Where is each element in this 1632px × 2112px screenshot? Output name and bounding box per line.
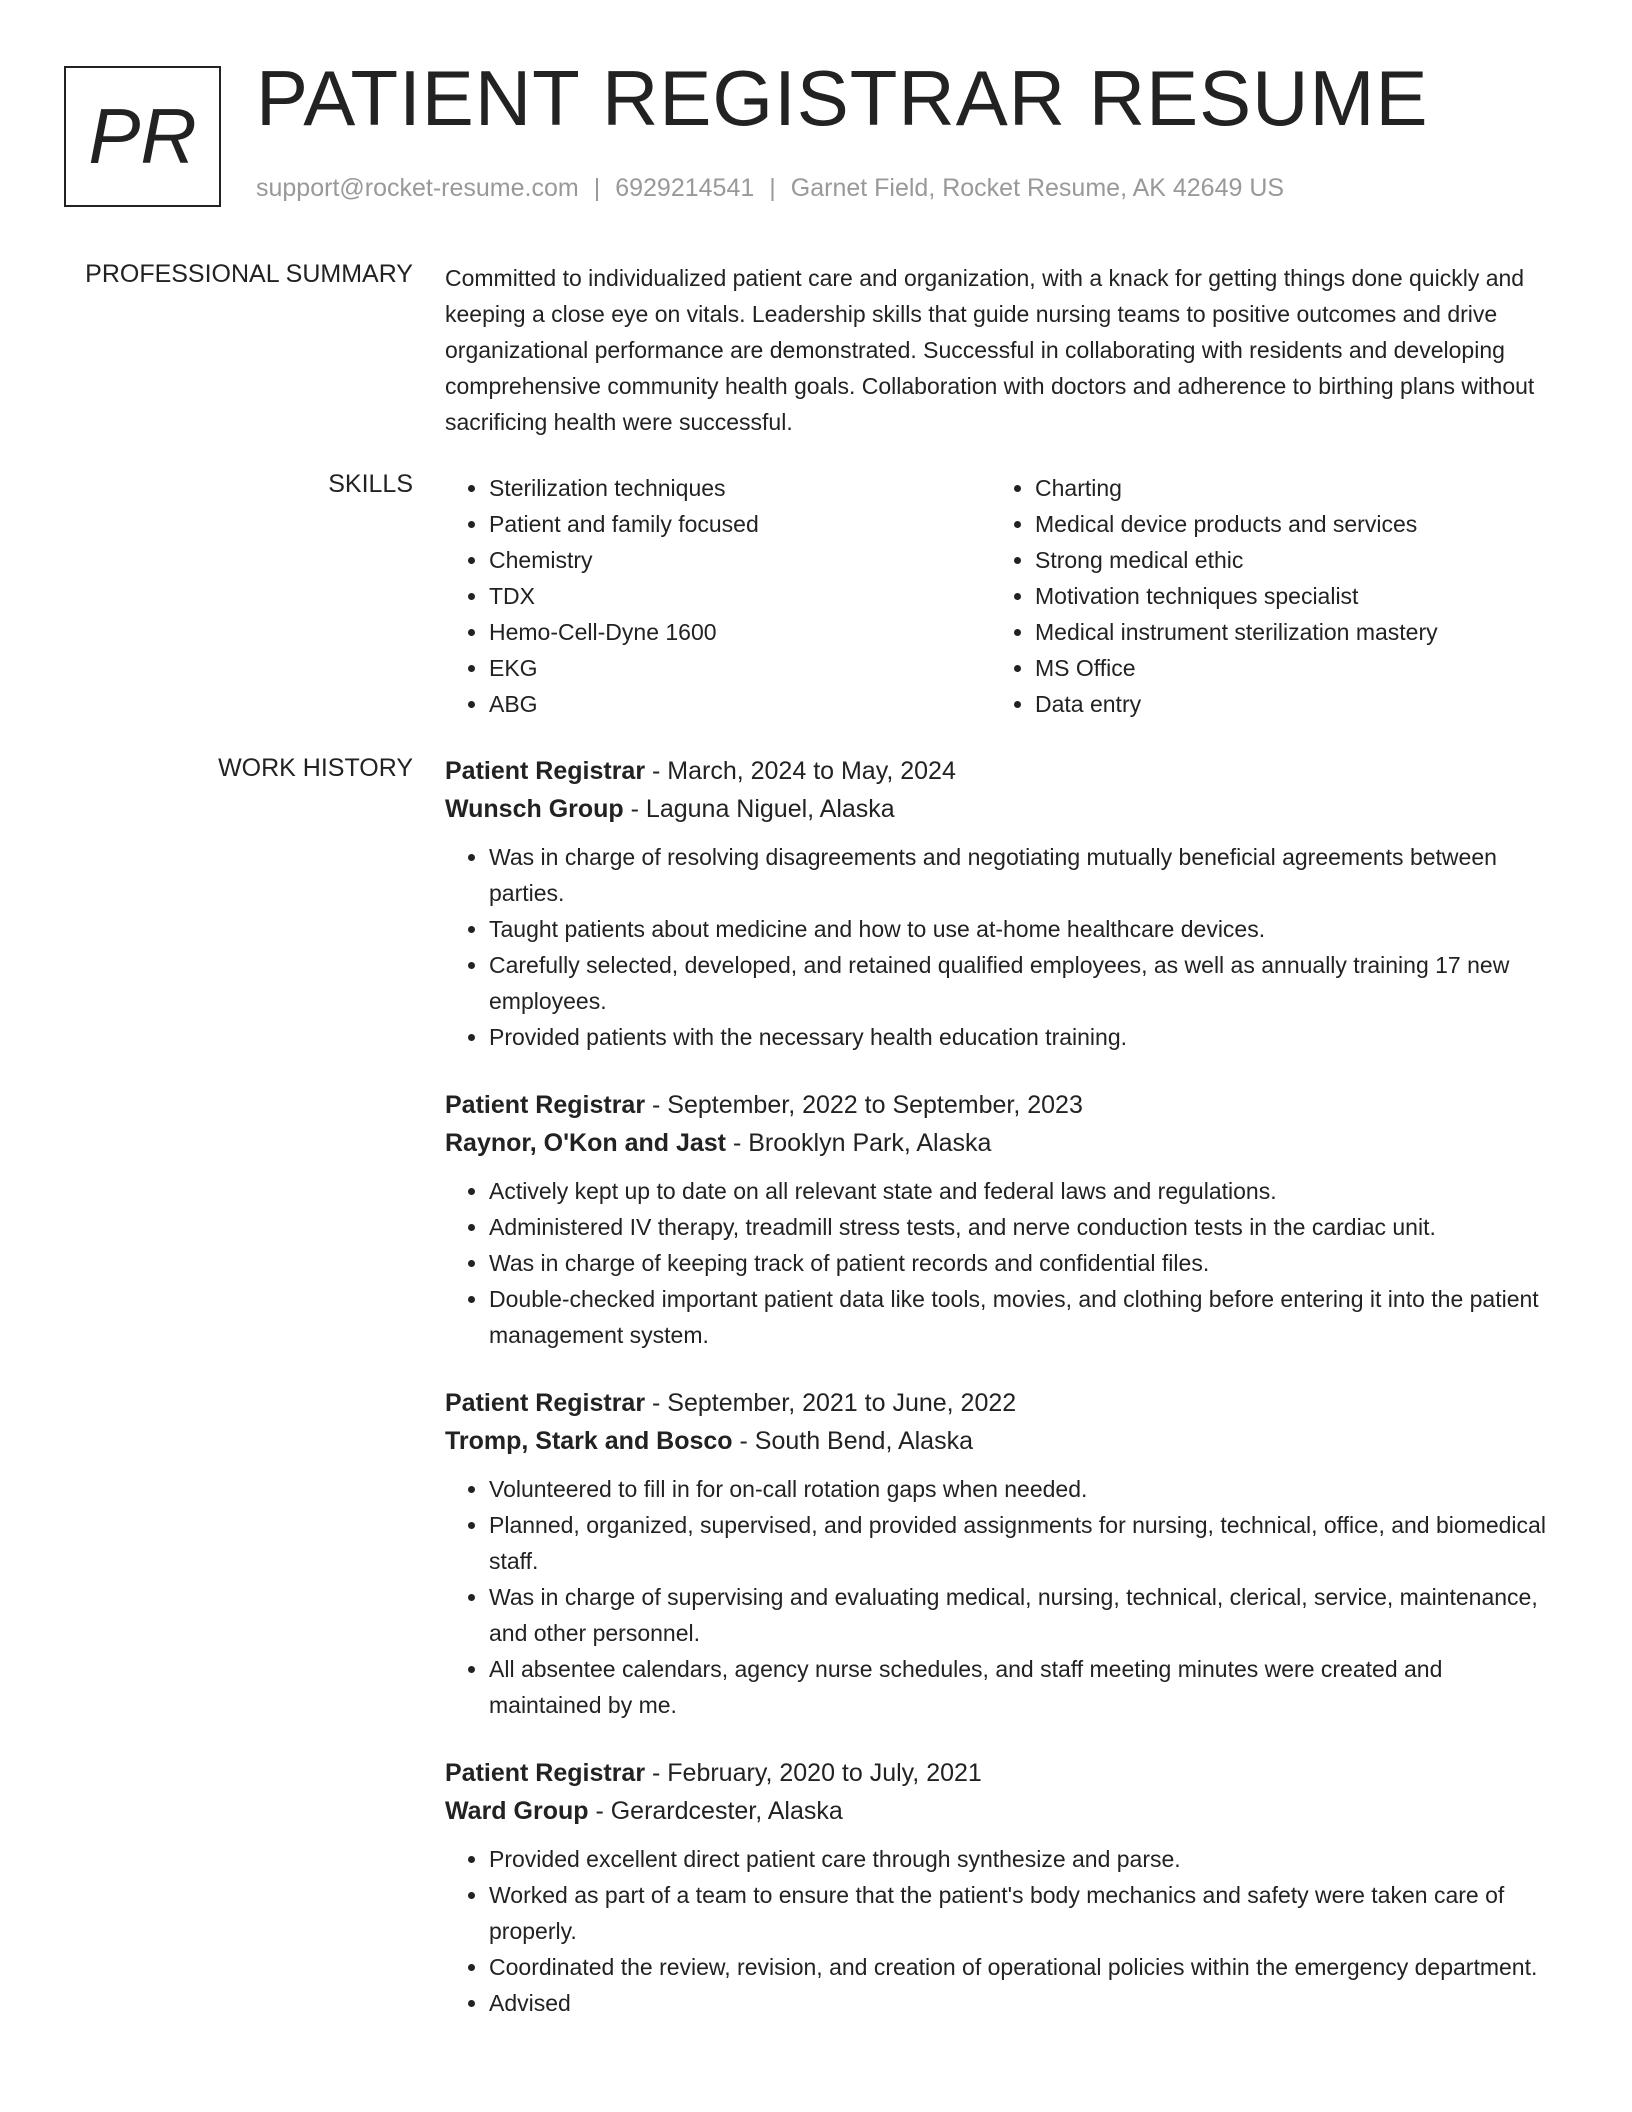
job-dates: - September, 2021 to June, 2022: [645, 1389, 1017, 1417]
contact-separator: |: [593, 174, 601, 202]
job-title-line: [445, 1384, 1555, 1422]
skill-item: • EKG: [489, 650, 991, 686]
job-title: Patient Registrar: [445, 1759, 646, 1787]
skill-item: • Data entry: [1035, 686, 1537, 722]
job-bullet: • Provided excellent direct patient care through synthesize and parse.: [489, 1841, 1555, 1877]
skill-item: • Sterilization techniques: [489, 470, 991, 506]
job-bullet: • Was in charge of resolving disagreements and negotiating mutually beneficial agreements between parties.: [489, 839, 1555, 911]
skill-item: • Hemo-Cell-Dyne 1600: [489, 614, 991, 650]
job-employer-line: [445, 1422, 1555, 1460]
job-bullet: • Coordinated the review, revision, and creation of operational policies within the emergency department.: [489, 1949, 1555, 1985]
job-title-line: [445, 1086, 1555, 1124]
contact-separator: |: [769, 174, 776, 202]
contact-phone: 6929214541: [615, 174, 755, 202]
job-title-line: [445, 1754, 1555, 1792]
skill-item: • Motivation techniques specialist: [1035, 578, 1537, 614]
skill-item: • Charting: [1035, 470, 1537, 506]
skill-item: • MS Office: [1035, 650, 1537, 686]
job-bullet: • Was in charge of supervising and evaluating medical, nursing, technical, clerical, service, maintenance, and other personnel.: [489, 1579, 1555, 1651]
section-label-summary: PROFESSIONAL SUMMARY: [85, 260, 413, 288]
resume-title: PATIENT REGISTRAR RESUME: [256, 54, 1429, 142]
job-list: [445, 752, 1555, 2052]
job-bullet: • Actively kept up to date on all relevant state and federal laws and regulations.: [489, 1173, 1555, 1209]
job-location: - Gerardcester, Alaska: [588, 1797, 843, 1825]
skill-item: • Medical device products and services: [1035, 506, 1537, 542]
job-bullet: • All absentee calendars, agency nurse schedules, and staff meeting minutes were created and maintained by me.: [489, 1651, 1555, 1723]
job-bullet-list: [445, 839, 1555, 1055]
job-bullet: • Advised: [489, 1985, 1555, 2021]
job-employer: Ward Group: [445, 1797, 589, 1825]
job-entry: [445, 1754, 1555, 2021]
job-dates: - March, 2024 to May, 2024: [645, 757, 956, 785]
job-bullet: • Was in charge of keeping track of patient records and confidential files.: [489, 1245, 1555, 1281]
job-dates: - February, 2020 to July, 2021: [645, 1759, 982, 1787]
contact-line: [256, 174, 1284, 203]
job-bullet: • Worked as part of a team to ensure that the patient's body mechanics and safety were taken care of properly.: [489, 1877, 1555, 1949]
job-title: Patient Registrar: [445, 757, 646, 785]
skill-item: • Patient and family focused: [489, 506, 991, 542]
contact-address: Garnet Field, Rocket Resume, AK 42649 US: [790, 174, 1285, 202]
monogram-logo: PR: [64, 66, 221, 207]
skill-item: • Medical instrument sterilization mastery: [1035, 614, 1537, 650]
skill-item: • Chemistry: [489, 542, 991, 578]
job-dates: - September, 2022 to September, 2023: [645, 1091, 1083, 1119]
job-bullet: • Administered IV therapy, treadmill stress tests, and nerve conduction tests in the cardiac unit.: [489, 1209, 1555, 1245]
skill-item: • ABG: [489, 686, 991, 722]
job-title: Patient Registrar: [445, 1389, 646, 1417]
job-bullet-list: [445, 1471, 1555, 1723]
job-entry: [445, 1384, 1555, 1723]
section-label-work-history: WORK HISTORY: [218, 754, 413, 782]
job-employer-line: [445, 1124, 1555, 1162]
job-bullet: • Planned, organized, supervised, and provided assignments for nursing, technical, office, and biomedical staff.: [489, 1507, 1555, 1579]
job-bullet: • Provided patients with the necessary health education training.: [489, 1019, 1555, 1055]
job-location: - South Bend, Alaska: [732, 1427, 973, 1455]
skill-item: • TDX: [489, 578, 991, 614]
skill-item: • Strong medical ethic: [1035, 542, 1537, 578]
summary-text: Committed to individualized patient care and organization, with a knack for getting things done quickly and keeping a close eye on vitals. Leadership skills that guide nursing teams to positive outcomes and drive organizational performance are demonstrated. Successful in collaborating with residents and developing comprehensive community health goals. Collaboration with doctors and adherence to birthing plans without sacrificing health were successful.: [445, 265, 1535, 435]
job-bullet: • Carefully selected, developed, and retained qualified employees, as well as annually training 17 new employees.: [489, 947, 1555, 1019]
job-bullet: • Volunteered to fill in for on-call rotation gaps when needed.: [489, 1471, 1555, 1507]
job-employer-line: [445, 790, 1555, 828]
skills-list-right: [991, 470, 1537, 722]
job-bullet-list: [445, 1841, 1555, 2021]
job-location: - Brooklyn Park, Alaska: [726, 1129, 992, 1157]
job-entry: [445, 1086, 1555, 1353]
job-employer: Wunsch Group: [445, 795, 624, 823]
job-bullet: • Taught patients about medicine and how to use at-home healthcare devices.: [489, 911, 1555, 947]
job-bullet-list: [445, 1173, 1555, 1353]
job-employer: Tromp, Stark and Bosco: [445, 1427, 733, 1455]
job-employer: Raynor, O'Kon and Jast: [445, 1129, 727, 1157]
job-location: - Laguna Niguel, Alaska: [623, 795, 895, 823]
job-title-line: [445, 752, 1555, 790]
job-employer-line: [445, 1792, 1555, 1830]
contact-email: support@rocket-resume.com: [256, 174, 579, 202]
skills-list-left: [445, 470, 991, 722]
job-entry: [445, 752, 1555, 1055]
job-title: Patient Registrar: [445, 1091, 646, 1119]
job-bullet: • Double-checked important patient data like tools, movies, and clothing before entering it into the patient management system.: [489, 1281, 1555, 1353]
section-label-skills: SKILLS: [328, 470, 413, 498]
